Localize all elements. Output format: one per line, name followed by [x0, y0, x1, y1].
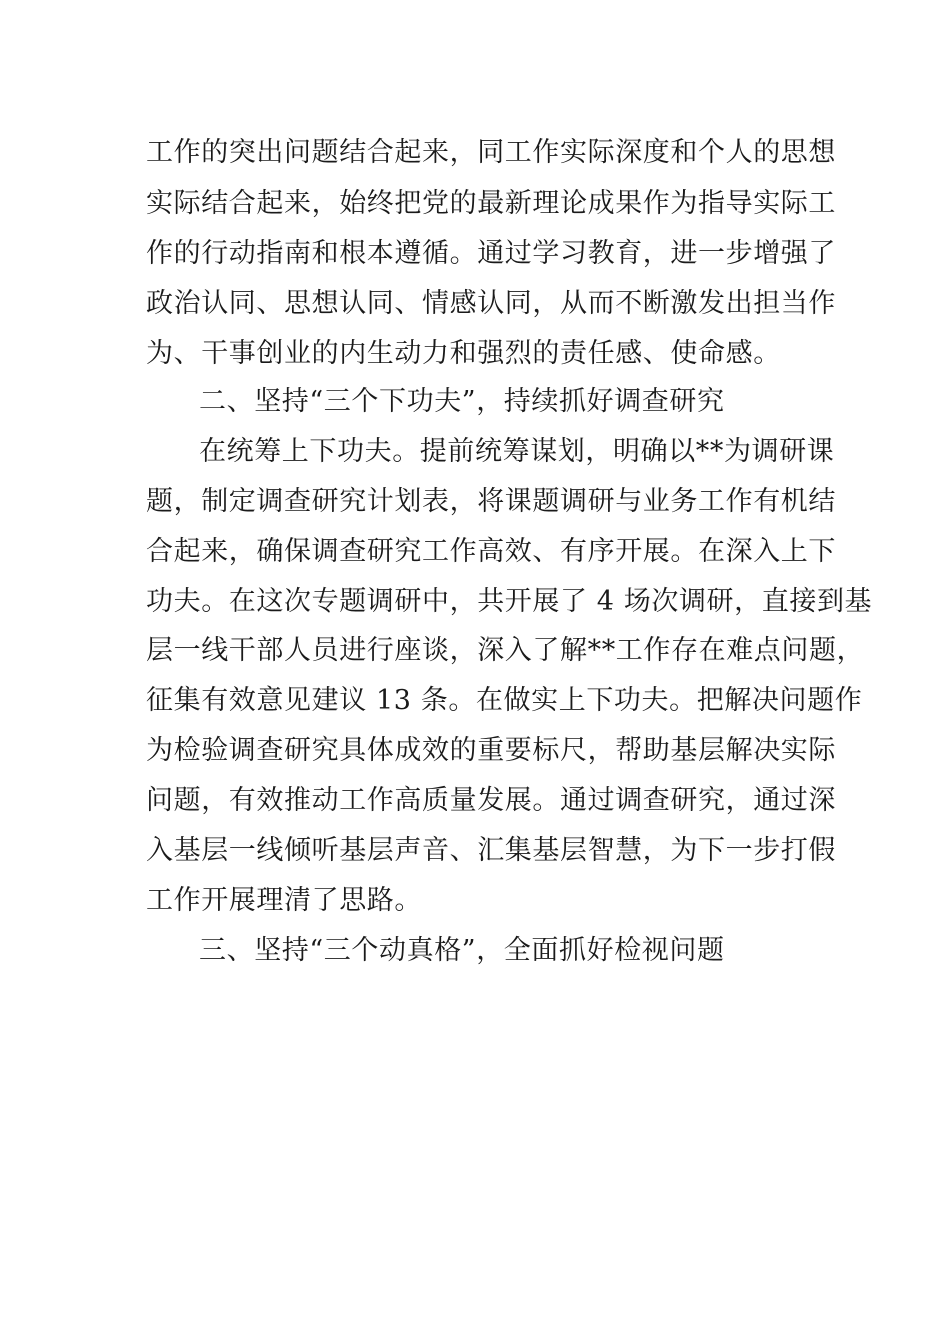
body-text-line: 层一线干部人员进行座谈，深入了解**工作存在难点问题， [146, 635, 865, 666]
body-text-line: 作的行动指南和根本遵循。通过学习教育，进一步增强了 [146, 238, 836, 269]
body-text-line: 合起来，确保调查研究工作高效、有序开展。在深入上下 [146, 536, 836, 567]
body-text-line: 工作开展理清了思路。 [146, 885, 422, 916]
section-heading: 三、坚持“三个动真格”，全面抓好检视问题 [199, 935, 725, 966]
body-text-line: 题，制定调查研究计划表，将课题调研与业务工作有机结 [146, 486, 836, 517]
body-text-line: 工作的突出问题结合起来，同工作实际深度和个人的思想 [146, 137, 836, 168]
body-text-line: 征集有效意见建议 13 条。在做实上下功夫。把解决问题作 [146, 685, 863, 716]
body-text-line: 为、干事创业的内生动力和强烈的责任感、使命感。 [146, 338, 781, 369]
body-text-line: 政治认同、思想认同、情感认同，从而不断激发出担当作 [146, 288, 836, 319]
body-text-line: 问题，有效推动工作高质量发展。通过调查研究，通过深 [146, 785, 836, 816]
body-text-line: 在统筹上下功夫。提前统筹谋划，明确以**为调研课 [199, 436, 835, 467]
body-text-line: 功夫。在这次专题调研中，共开展了 4 场次调研，直接到基 [146, 586, 873, 617]
body-text-line: 入基层一线倾听基层声音、汇集基层智慧，为下一步打假 [146, 835, 836, 866]
body-text-line: 实际结合起来，始终把党的最新理论成果作为指导实际工 [146, 188, 836, 219]
body-text-line: 为检验调查研究具体成效的重要标尺，帮助基层解决实际 [146, 735, 836, 766]
section-heading: 二、坚持“三个下功夫”，持续抓好调查研究 [199, 386, 725, 417]
